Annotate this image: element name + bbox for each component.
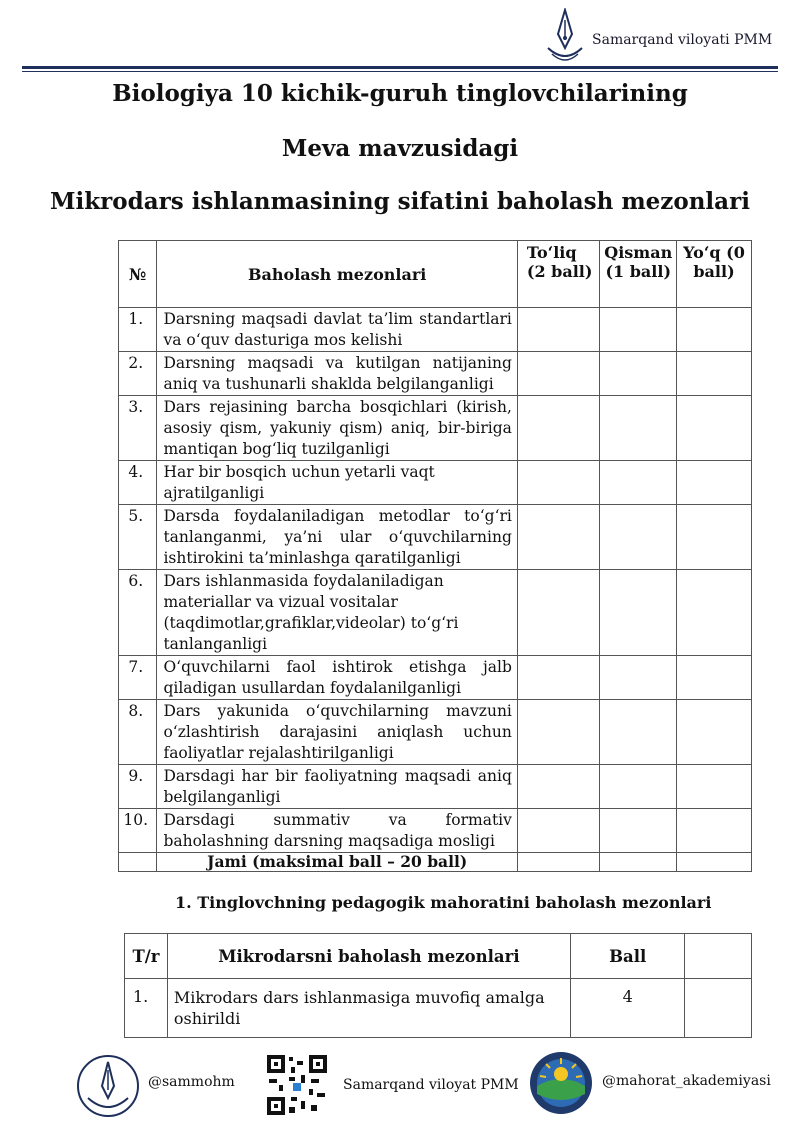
section-heading: 1. Tinglovchning pedagogik mahoratini baholash mezonlari [175,893,712,912]
document-title-line-2: Meva mavzusidagi [281,135,519,162]
table-row [119,700,752,765]
row-criteria: Darsdagi summativ va formativ baholashning darsning maqsadiga mosligi [157,809,517,853]
row-criteria: Darsdagi har bir faoliyatning maqsadi aniq belgilanganligi [157,765,517,809]
page-footer [0,1040,800,1131]
header-rule [22,66,778,69]
header-number: № [119,241,157,308]
pen-nib-icon [544,8,586,62]
row-criteria: Dars rejasining barcha bosqichlari (kirish, asosiy qism, yakuniy qism) aniq, bir-biriga mantiqan bog‘liq tuzilganligi [157,396,517,461]
score-cell-full[interactable] [517,505,600,570]
score-cell-none[interactable] [677,656,752,700]
pedagogical-skill-table [124,933,752,1038]
score-cell-full[interactable] [517,461,600,505]
score-cell-none[interactable] [677,461,752,505]
total-cell-full[interactable] [517,853,600,872]
score-cell-partial[interactable] [600,308,677,352]
score-cell-partial[interactable] [600,505,677,570]
score-cell[interactable] [685,979,752,1038]
table-row [125,979,752,1038]
header-full: To‘liq (2 ball) [517,241,600,308]
row-number: 7. [119,656,157,700]
score-cell-none[interactable] [677,396,752,461]
academy-logo-icon [528,1050,594,1116]
score-cell-full[interactable] [517,352,600,396]
score-cell-none[interactable] [677,765,752,809]
table-row [119,505,752,570]
row-number: 6. [119,570,157,656]
header-rule-thin [22,71,778,72]
score-cell-partial[interactable] [600,570,677,656]
row-number: 2. [119,352,157,396]
total-empty-cell [119,853,157,872]
score-cell-none[interactable] [677,505,752,570]
criteria-table [118,240,752,872]
row-criteria: Dars ishlanmasida foydalaniladigan materiallar va vizual vositalar (taqdimotlar,grafiklar,videolar) to‘g‘ri tanlanganligi [157,570,517,656]
header-ball: Ball [570,934,684,979]
row-criteria: Har bir bosqich uchun yetarli vaqt ajratilganligi [157,461,517,505]
score-cell-partial[interactable] [600,396,677,461]
row-number: 8. [119,700,157,765]
document-title-line-3: Mikrodars ishlanmasining sifatini baholash mezonlari [50,188,750,215]
total-cell-partial[interactable] [600,853,677,872]
header-partial: Qisman (1 ball) [600,241,677,308]
row-criteria: Mikrodars dars ishlanmasiga muvofiq amalga oshirildi [167,979,570,1038]
header-tr: T/r [125,934,168,979]
row-number: 10. [119,809,157,853]
score-cell-full[interactable] [517,570,600,656]
row-criteria: Darsda foydalaniladigan metodlar to‘g‘ri tanlanganmi, ya’ni ular o‘quvchilarning ishtirokini ta’minlashga qaratilganligi [157,505,517,570]
footer-handle-sammohm[interactable]: @sammohm [148,1074,235,1090]
total-row [119,853,752,872]
score-cell-partial[interactable] [600,765,677,809]
header-empty [685,934,752,979]
footer-handle-mahorat[interactable]: @mahorat_akademiyasi [602,1073,771,1089]
row-number: 1. [119,308,157,352]
skill-table-header [125,934,752,979]
header-criteria: Baholash mezonlari [157,241,517,308]
score-cell-partial[interactable] [600,809,677,853]
row-number: 1. [125,979,168,1038]
score-cell-none[interactable] [677,352,752,396]
score-cell-partial[interactable] [600,461,677,505]
table-row [119,396,752,461]
score-cell-full[interactable] [517,700,600,765]
row-number: 4. [119,461,157,505]
score-cell-full[interactable] [517,656,600,700]
table-row [119,765,752,809]
qr-code-icon[interactable] [265,1053,329,1117]
row-number: 5. [119,505,157,570]
row-number: 3. [119,396,157,461]
row-ball: 4 [570,979,684,1038]
document-title-line-1: Biologiya 10 kichik-guruh tinglovchilarining [112,80,688,107]
score-cell-full[interactable] [517,765,600,809]
score-cell-partial[interactable] [600,656,677,700]
score-cell-none[interactable] [677,700,752,765]
row-criteria: Darsning maqsadi va kutilgan natijaning aniq va tushunarli shaklda belgilanganligi [157,352,517,396]
header-microlesson-criteria: Mikrodarsni baholash mezonlari [167,934,570,979]
row-criteria: Dars yakunida o‘quvchilarning mavzuni o‘zlashtirish darajasini aniqlash uchun faoliyatlar rejalashtirilganligi [157,700,517,765]
table-row [119,570,752,656]
row-criteria: Darsning maqsadi davlat ta’lim standartlari va o‘quv dasturiga mos kelishi [157,308,517,352]
total-cell-none[interactable] [677,853,752,872]
table-row [119,308,752,352]
table-row [119,809,752,853]
header-none: Yo‘q (0 ball) [677,241,752,308]
table-row [119,352,752,396]
total-label: Jami (maksimal ball – 20 ball) [157,853,517,872]
row-criteria: O‘quvchilarni faol ishtirok etishga jalb qiladigan usullardan foydalanilganligi [157,656,517,700]
institution-logo-icon [76,1054,140,1118]
footer-org-name: Samarqand viloyat PMM [343,1077,519,1093]
header-org-name: Samarqand viloyati PMM [592,32,773,48]
table-row [119,461,752,505]
page-header [0,0,800,78]
score-cell-none[interactable] [677,570,752,656]
score-cell-partial[interactable] [600,352,677,396]
score-cell-full[interactable] [517,308,600,352]
score-cell-full[interactable] [517,396,600,461]
criteria-table-header [119,241,752,308]
row-number: 9. [119,765,157,809]
score-cell-partial[interactable] [600,700,677,765]
score-cell-none[interactable] [677,308,752,352]
score-cell-full[interactable] [517,809,600,853]
table-row [119,656,752,700]
score-cell-none[interactable] [677,809,752,853]
